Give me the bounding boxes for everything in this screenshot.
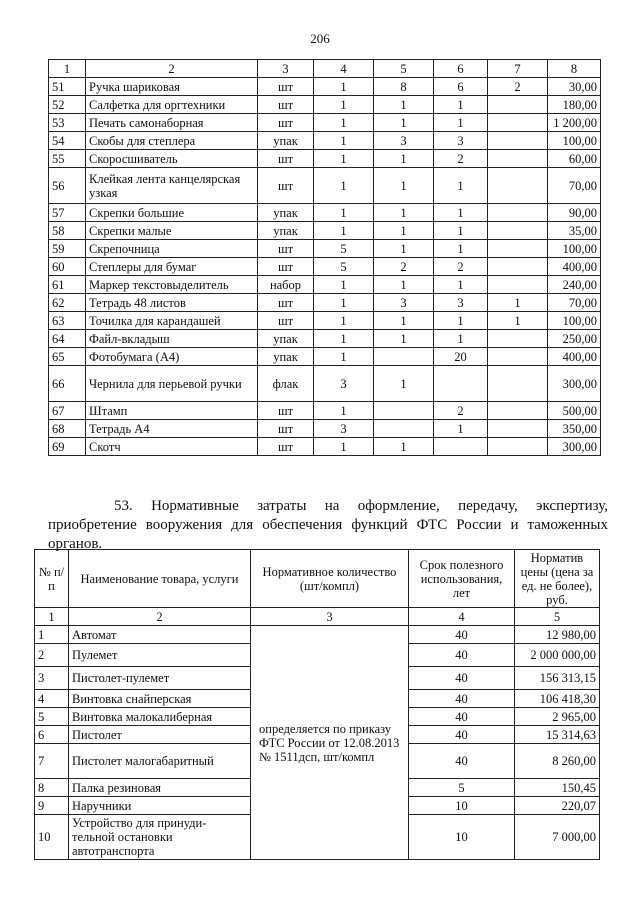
item-name: Маркер текстовыделитель xyxy=(86,276,258,294)
qty-cell: 6 xyxy=(434,78,488,96)
qty-cell xyxy=(488,402,548,420)
item-price: 400,00 xyxy=(548,258,601,276)
row-number: 59 xyxy=(49,240,86,258)
header-qty: Нормативное количество (шт/компл) xyxy=(251,550,409,608)
table-row xyxy=(49,222,601,240)
col-number: 3 xyxy=(251,608,409,626)
item-price: 100,00 xyxy=(548,312,601,330)
qty-cell: 1 xyxy=(314,78,374,96)
column-number: 2 xyxy=(86,60,258,78)
qty-cell: 1 xyxy=(374,150,434,168)
qty-cell: 3 xyxy=(434,294,488,312)
qty-cell: 5 xyxy=(314,258,374,276)
row-number: 52 xyxy=(49,96,86,114)
item-price: 400,00 xyxy=(548,348,601,366)
row-number: 6 xyxy=(35,726,69,744)
item-price: 30,00 xyxy=(548,78,601,96)
row-number: 66 xyxy=(49,366,86,402)
table-row xyxy=(49,204,601,222)
row-number: 67 xyxy=(49,402,86,420)
item-price: 150,45 xyxy=(515,779,600,797)
row-number: 65 xyxy=(49,348,86,366)
qty-cell xyxy=(488,420,548,438)
item-unit: упак xyxy=(258,204,314,222)
qty-cell xyxy=(488,114,548,132)
service-life: 10 xyxy=(409,815,515,860)
qty-cell: 1 xyxy=(374,330,434,348)
item-price: 300,00 xyxy=(548,366,601,402)
item-name: Автомат xyxy=(69,626,251,644)
qty-cell: 2 xyxy=(488,78,548,96)
item-unit: упак xyxy=(258,132,314,150)
qty-cell: 8 xyxy=(374,78,434,96)
qty-cell: 1 xyxy=(374,96,434,114)
item-price: 156 313,15 xyxy=(515,667,600,690)
item-name: Скоросшиватель xyxy=(86,150,258,168)
service-life: 10 xyxy=(409,797,515,815)
merged-qty-cell: определяется по приказу ФТС России от 12.08.2013 № 1511дсп, шт/компл xyxy=(251,626,409,860)
qty-cell xyxy=(488,168,548,204)
qty-cell: 3 xyxy=(434,132,488,150)
service-life: 40 xyxy=(409,667,515,690)
row-number: 5 xyxy=(35,708,69,726)
table-row xyxy=(49,348,601,366)
qty-cell: 1 xyxy=(314,96,374,114)
item-name: Чернила для перьевой ручки xyxy=(86,366,258,402)
qty-cell xyxy=(434,366,488,402)
qty-cell: 1 xyxy=(488,294,548,312)
row-number: 9 xyxy=(35,797,69,815)
header-name: Наименование товара, услуги xyxy=(69,550,251,608)
qty-cell: 1 xyxy=(314,312,374,330)
row-number: 55 xyxy=(49,150,86,168)
item-unit: шт xyxy=(258,420,314,438)
item-price: 70,00 xyxy=(548,294,601,312)
service-life: 40 xyxy=(409,726,515,744)
item-name: Штамп xyxy=(86,402,258,420)
item-name: Палка резиновая xyxy=(69,779,251,797)
qty-cell: 1 xyxy=(314,222,374,240)
item-name: Устройство для принуди-тельной остановки автотранспорта xyxy=(69,815,251,860)
service-life: 40 xyxy=(409,644,515,667)
table-row xyxy=(49,78,601,96)
item-unit: шт xyxy=(258,150,314,168)
qty-cell: 2 xyxy=(434,258,488,276)
qty-cell xyxy=(488,438,548,456)
item-name: Винтовка малокалиберная xyxy=(69,708,251,726)
table-row xyxy=(49,132,601,150)
qty-cell: 1 xyxy=(374,312,434,330)
qty-cell xyxy=(488,240,548,258)
header-num: № п/п xyxy=(35,550,69,608)
qty-cell xyxy=(374,348,434,366)
qty-cell: 1 xyxy=(434,330,488,348)
qty-cell xyxy=(488,330,548,348)
qty-cell: 1 xyxy=(314,132,374,150)
qty-cell xyxy=(488,366,548,402)
item-unit: шт xyxy=(258,96,314,114)
section-53-paragraph: 53. Нормативные затраты на оформление, передачу, экспертизу, приобретение вооружения для обеспечения функций ФТС России и таможенных органов. xyxy=(48,498,608,552)
qty-cell: 2 xyxy=(434,150,488,168)
table-row xyxy=(49,240,601,258)
qty-cell: 1 xyxy=(434,420,488,438)
qty-cell xyxy=(488,96,548,114)
item-price: 15 314,63 xyxy=(515,726,600,744)
table-row xyxy=(35,626,600,644)
item-name: Салфетка для оргтехники xyxy=(86,96,258,114)
row-number: 4 xyxy=(35,690,69,708)
item-name: Скрепки большие xyxy=(86,204,258,222)
item-unit: шт xyxy=(258,258,314,276)
qty-cell: 1 xyxy=(314,348,374,366)
column-number: 8 xyxy=(548,60,601,78)
row-number: 7 xyxy=(35,744,69,779)
item-price: 12 980,00 xyxy=(515,626,600,644)
row-number: 2 xyxy=(35,644,69,667)
table-row xyxy=(49,96,601,114)
qty-cell: 3 xyxy=(314,420,374,438)
qty-cell xyxy=(488,258,548,276)
column-number: 3 xyxy=(258,60,314,78)
table-row xyxy=(49,114,601,132)
item-price: 60,00 xyxy=(548,150,601,168)
item-name: Тетрадь А4 xyxy=(86,420,258,438)
item-unit: набор xyxy=(258,276,314,294)
row-number: 54 xyxy=(49,132,86,150)
qty-cell: 1 xyxy=(314,402,374,420)
table-row xyxy=(49,168,601,204)
item-unit: упак xyxy=(258,222,314,240)
qty-cell xyxy=(488,276,548,294)
item-unit: флак xyxy=(258,366,314,402)
row-number: 63 xyxy=(49,312,86,330)
item-price: 220,07 xyxy=(515,797,600,815)
weapons-table xyxy=(34,549,600,860)
item-price: 2 000 000,00 xyxy=(515,644,600,667)
qty-cell: 1 xyxy=(434,312,488,330)
service-life: 40 xyxy=(409,744,515,779)
qty-cell: 1 xyxy=(314,438,374,456)
item-unit: шт xyxy=(258,114,314,132)
qty-cell: 1 xyxy=(314,114,374,132)
table-header-row xyxy=(49,60,601,78)
item-price: 350,00 xyxy=(548,420,601,438)
table-row xyxy=(49,150,601,168)
row-number: 60 xyxy=(49,258,86,276)
qty-cell xyxy=(488,222,548,240)
qty-cell: 1 xyxy=(434,222,488,240)
qty-cell: 1 xyxy=(434,276,488,294)
col-number: 1 xyxy=(35,608,69,626)
item-price: 250,00 xyxy=(548,330,601,348)
item-unit: шт xyxy=(258,78,314,96)
qty-cell: 1 xyxy=(314,294,374,312)
item-name: Степлеры для бумаг xyxy=(86,258,258,276)
row-number: 68 xyxy=(49,420,86,438)
qty-cell: 2 xyxy=(374,258,434,276)
row-number: 1 xyxy=(35,626,69,644)
qty-cell: 1 xyxy=(314,150,374,168)
supplies-table xyxy=(48,59,601,456)
item-price: 8 260,00 xyxy=(515,744,600,779)
item-unit: шт xyxy=(258,402,314,420)
qty-cell: 3 xyxy=(374,294,434,312)
qty-cell: 1 xyxy=(314,330,374,348)
qty-cell xyxy=(488,132,548,150)
item-name: Точилка для карандашей xyxy=(86,312,258,330)
item-name: Скотч xyxy=(86,438,258,456)
item-price: 500,00 xyxy=(548,402,601,420)
row-number: 57 xyxy=(49,204,86,222)
qty-cell: 1 xyxy=(374,114,434,132)
service-life: 5 xyxy=(409,779,515,797)
qty-cell xyxy=(374,420,434,438)
service-life: 40 xyxy=(409,708,515,726)
item-unit: шт xyxy=(258,240,314,258)
qty-cell: 5 xyxy=(314,240,374,258)
table-row xyxy=(49,312,601,330)
qty-cell: 1 xyxy=(374,240,434,258)
item-name: Пистолет-пулемет xyxy=(69,667,251,690)
service-life: 40 xyxy=(409,690,515,708)
item-unit: упак xyxy=(258,330,314,348)
item-name: Файл-вкладыш xyxy=(86,330,258,348)
column-number: 5 xyxy=(374,60,434,78)
qty-cell: 1 xyxy=(374,276,434,294)
item-unit: шт xyxy=(258,312,314,330)
table-row xyxy=(49,366,601,402)
item-name: Пистолет малогабаритный xyxy=(69,744,251,779)
table-row xyxy=(49,330,601,348)
item-name: Винтовка снайперская xyxy=(69,690,251,708)
column-number: 6 xyxy=(434,60,488,78)
row-number: 61 xyxy=(49,276,86,294)
col-number: 4 xyxy=(409,608,515,626)
row-number: 3 xyxy=(35,667,69,690)
item-price: 100,00 xyxy=(548,240,601,258)
qty-cell: 1 xyxy=(314,276,374,294)
item-price: 180,00 xyxy=(548,96,601,114)
item-name: Скрепочница xyxy=(86,240,258,258)
row-number: 64 xyxy=(49,330,86,348)
item-price: 240,00 xyxy=(548,276,601,294)
qty-cell: 1 xyxy=(374,438,434,456)
table-row xyxy=(49,402,601,420)
qty-cell: 1 xyxy=(374,366,434,402)
qty-cell: 1 xyxy=(434,204,488,222)
item-price: 70,00 xyxy=(548,168,601,204)
qty-cell: 1 xyxy=(374,168,434,204)
row-number: 51 xyxy=(49,78,86,96)
column-number: 1 xyxy=(49,60,86,78)
item-unit: шт xyxy=(258,438,314,456)
table-header-row xyxy=(35,550,600,608)
qty-cell: 1 xyxy=(434,114,488,132)
column-number: 4 xyxy=(314,60,374,78)
row-number: 56 xyxy=(49,168,86,204)
qty-cell: 1 xyxy=(374,204,434,222)
row-number: 10 xyxy=(35,815,69,860)
qty-cell xyxy=(488,150,548,168)
table-row xyxy=(49,438,601,456)
qty-cell: 1 xyxy=(488,312,548,330)
item-price: 7 000,00 xyxy=(515,815,600,860)
page-number: 206 xyxy=(310,31,330,46)
qty-cell: 3 xyxy=(374,132,434,150)
item-name: Клейкая лента канцелярская узкая xyxy=(86,168,258,204)
row-number: 58 xyxy=(49,222,86,240)
qty-cell xyxy=(488,348,548,366)
column-number: 7 xyxy=(488,60,548,78)
item-price: 35,00 xyxy=(548,222,601,240)
table-row xyxy=(49,276,601,294)
item-unit: упак xyxy=(258,348,314,366)
item-name: Пулемет xyxy=(69,644,251,667)
table-row xyxy=(49,258,601,276)
item-unit: шт xyxy=(258,294,314,312)
col-number: 2 xyxy=(69,608,251,626)
qty-cell: 1 xyxy=(374,222,434,240)
header-price: Норматив цены (цена за ед. не более), руб. xyxy=(515,550,600,608)
item-price: 1 200,00 xyxy=(548,114,601,132)
header-life: Срок полезного использования, лет xyxy=(409,550,515,608)
qty-cell: 20 xyxy=(434,348,488,366)
qty-cell: 1 xyxy=(434,96,488,114)
qty-cell xyxy=(488,204,548,222)
service-life: 40 xyxy=(409,626,515,644)
item-name: Скобы для степлера xyxy=(86,132,258,150)
qty-cell: 1 xyxy=(314,204,374,222)
item-name: Печать самонаборная xyxy=(86,114,258,132)
item-name: Тетрадь 48 листов xyxy=(86,294,258,312)
item-price: 2 965,00 xyxy=(515,708,600,726)
qty-cell: 2 xyxy=(434,402,488,420)
item-price: 300,00 xyxy=(548,438,601,456)
item-price: 100,00 xyxy=(548,132,601,150)
table-row xyxy=(49,294,601,312)
item-name: Ручка шариковая xyxy=(86,78,258,96)
row-number: 8 xyxy=(35,779,69,797)
row-number: 62 xyxy=(49,294,86,312)
item-price: 90,00 xyxy=(548,204,601,222)
row-number: 53 xyxy=(49,114,86,132)
item-name: Пистолет xyxy=(69,726,251,744)
col-number: 5 xyxy=(515,608,600,626)
item-unit: шт xyxy=(258,168,314,204)
item-name: Скрепки малые xyxy=(86,222,258,240)
table-row xyxy=(49,420,601,438)
qty-cell: 1 xyxy=(434,168,488,204)
qty-cell: 1 xyxy=(434,240,488,258)
item-name: Наручники xyxy=(69,797,251,815)
column-number-row xyxy=(35,608,600,626)
item-name: Фотобумага (А4) xyxy=(86,348,258,366)
row-number: 69 xyxy=(49,438,86,456)
item-price: 106 418,30 xyxy=(515,690,600,708)
qty-cell: 1 xyxy=(314,168,374,204)
qty-cell xyxy=(434,438,488,456)
qty-cell: 3 xyxy=(314,366,374,402)
qty-cell xyxy=(374,402,434,420)
